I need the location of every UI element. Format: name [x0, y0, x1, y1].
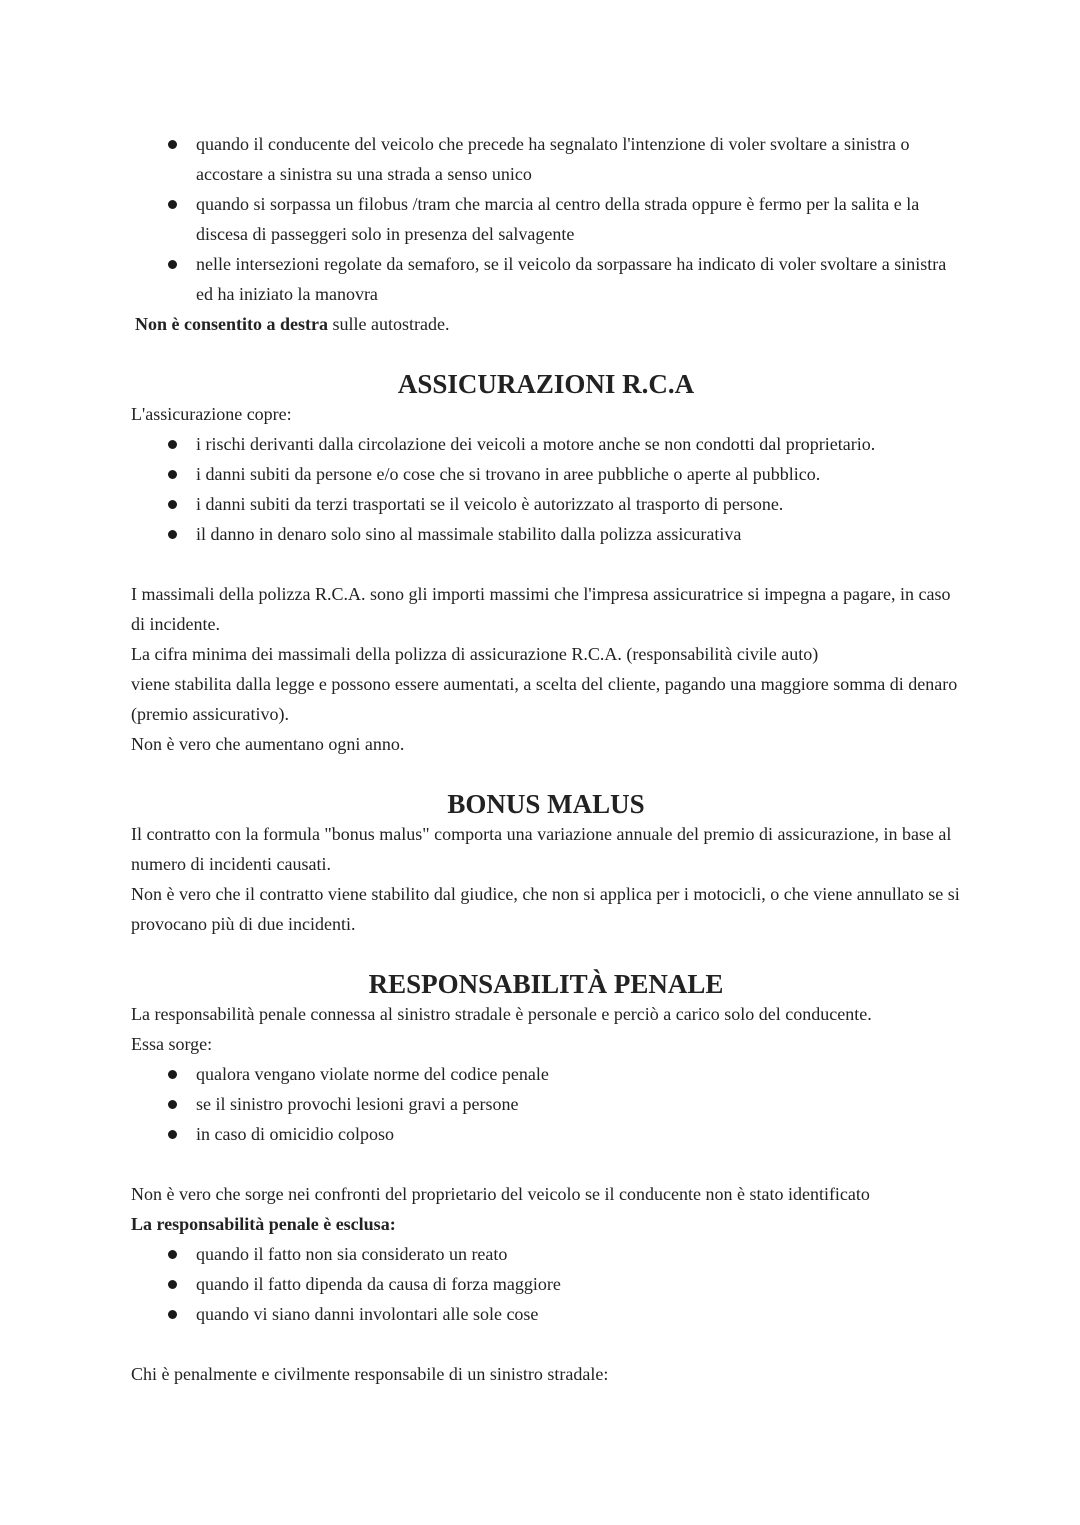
- list-item: nelle intersezioni regolate da semaforo, se il veicolo da sorpassare ha indicato di voler svoltare a sinistra ed ha iniziato la manovra: [131, 249, 961, 309]
- list-item: quando si sorpassa un filobus /tram che marcia al centro della strada oppure è fermo per la salita e la discesa di passeggeri solo in presenza del salvagente: [131, 189, 961, 249]
- penale-closing: Chi è penalmente e civilmente responsabile di un sinistro stradale:: [131, 1364, 609, 1384]
- list-item: il danno in denaro solo sino al massimale stabilito dalla polizza assicurativa: [131, 519, 961, 549]
- rca-paragraph-3: viene stabilita dalla legge e possono essere aumentati, a scelta del cliente, pagando una maggiore somma di denaro (premio assicurativo).: [131, 674, 958, 724]
- rca-paragraph-1: I massimali della polizza R.C.A. sono gli importi massimi che l'impresa assicuratrice si impegna a pagare, in caso di incidente.: [131, 584, 951, 634]
- overtaking-bullet-list: [131, 129, 961, 309]
- document-page: [131, 129, 961, 1389]
- rca-paragraph-4: Non è vero che aumentano ogni anno.: [131, 734, 405, 754]
- penale-paragraph-1: La responsabilità penale connessa al sinistro stradale è personale e perciò a carico solo del conducente.: [131, 1004, 872, 1024]
- list-item: quando il fatto dipenda da causa di forza maggiore: [131, 1269, 961, 1299]
- section-heading-bonus-malus: BONUS MALUS: [447, 789, 645, 819]
- penale-paragraph-2: Non è vero che sorge nei confronti del proprietario del veicolo se il conducente non è stato identificato: [131, 1184, 870, 1204]
- section-heading-responsabilita-penale: RESPONSABILITÀ PENALE: [368, 969, 724, 999]
- list-item: qualora vengano violate norme del codice penale: [131, 1059, 961, 1089]
- list-item: i rischi derivanti dalla circolazione dei veicoli a motore anche se non condotti dal proprietario.: [131, 429, 961, 459]
- autostrade-note-rest: sulle autostrade.: [327, 314, 450, 334]
- penale-intro: Essa sorge:: [131, 1034, 213, 1054]
- list-item: quando il conducente del veicolo che precede ha segnalato l'intenzione di voler svoltare a sinistra o accostare a sinistra su una strada a senso unico: [131, 129, 961, 189]
- rca-paragraph-2: La cifra minima dei massimali della polizza di assicurazione R.C.A. (responsabilità civile auto): [131, 644, 819, 664]
- penale-bullet-list: [131, 1059, 961, 1149]
- bonus-paragraph-2: Non è vero che il contratto viene stabilito dal giudice, che non si applica per i motocicli, o che viene annullato se si provocano più di due incidenti.: [131, 884, 960, 934]
- autostrade-note-bold: Non è consentito a destra: [135, 314, 328, 334]
- list-item: in caso di omicidio colposo: [131, 1119, 961, 1149]
- rca-intro: L'assicurazione copre:: [131, 404, 292, 424]
- list-item: quando vi siano danni involontari alle sole cose: [131, 1299, 961, 1329]
- section-heading-rca: ASSICURAZIONI R.C.A: [397, 369, 695, 399]
- autostrade-note: [131, 309, 961, 339]
- list-item: i danni subiti da persone e/o cose che si trovano in aree pubbliche o aperte al pubblico.: [131, 459, 961, 489]
- list-item: quando il fatto non sia considerato un reato: [131, 1239, 961, 1269]
- list-item: i danni subiti da terzi trasportati se il veicolo è autorizzato al trasporto di persone.: [131, 489, 961, 519]
- penale-excluded-bullet-list: [131, 1239, 961, 1329]
- penale-excluded-heading: [131, 1209, 961, 1239]
- rca-bullet-list: [131, 429, 961, 549]
- bonus-paragraph-1: Il contratto con la formula "bonus malus" comporta una variazione annuale del premio di assicurazione, in base al numero di incidenti causati.: [131, 824, 952, 874]
- penale-excluded-heading-text: La responsabilità penale è esclusa:: [131, 1214, 396, 1234]
- list-item: se il sinistro provochi lesioni gravi a persone: [131, 1089, 961, 1119]
